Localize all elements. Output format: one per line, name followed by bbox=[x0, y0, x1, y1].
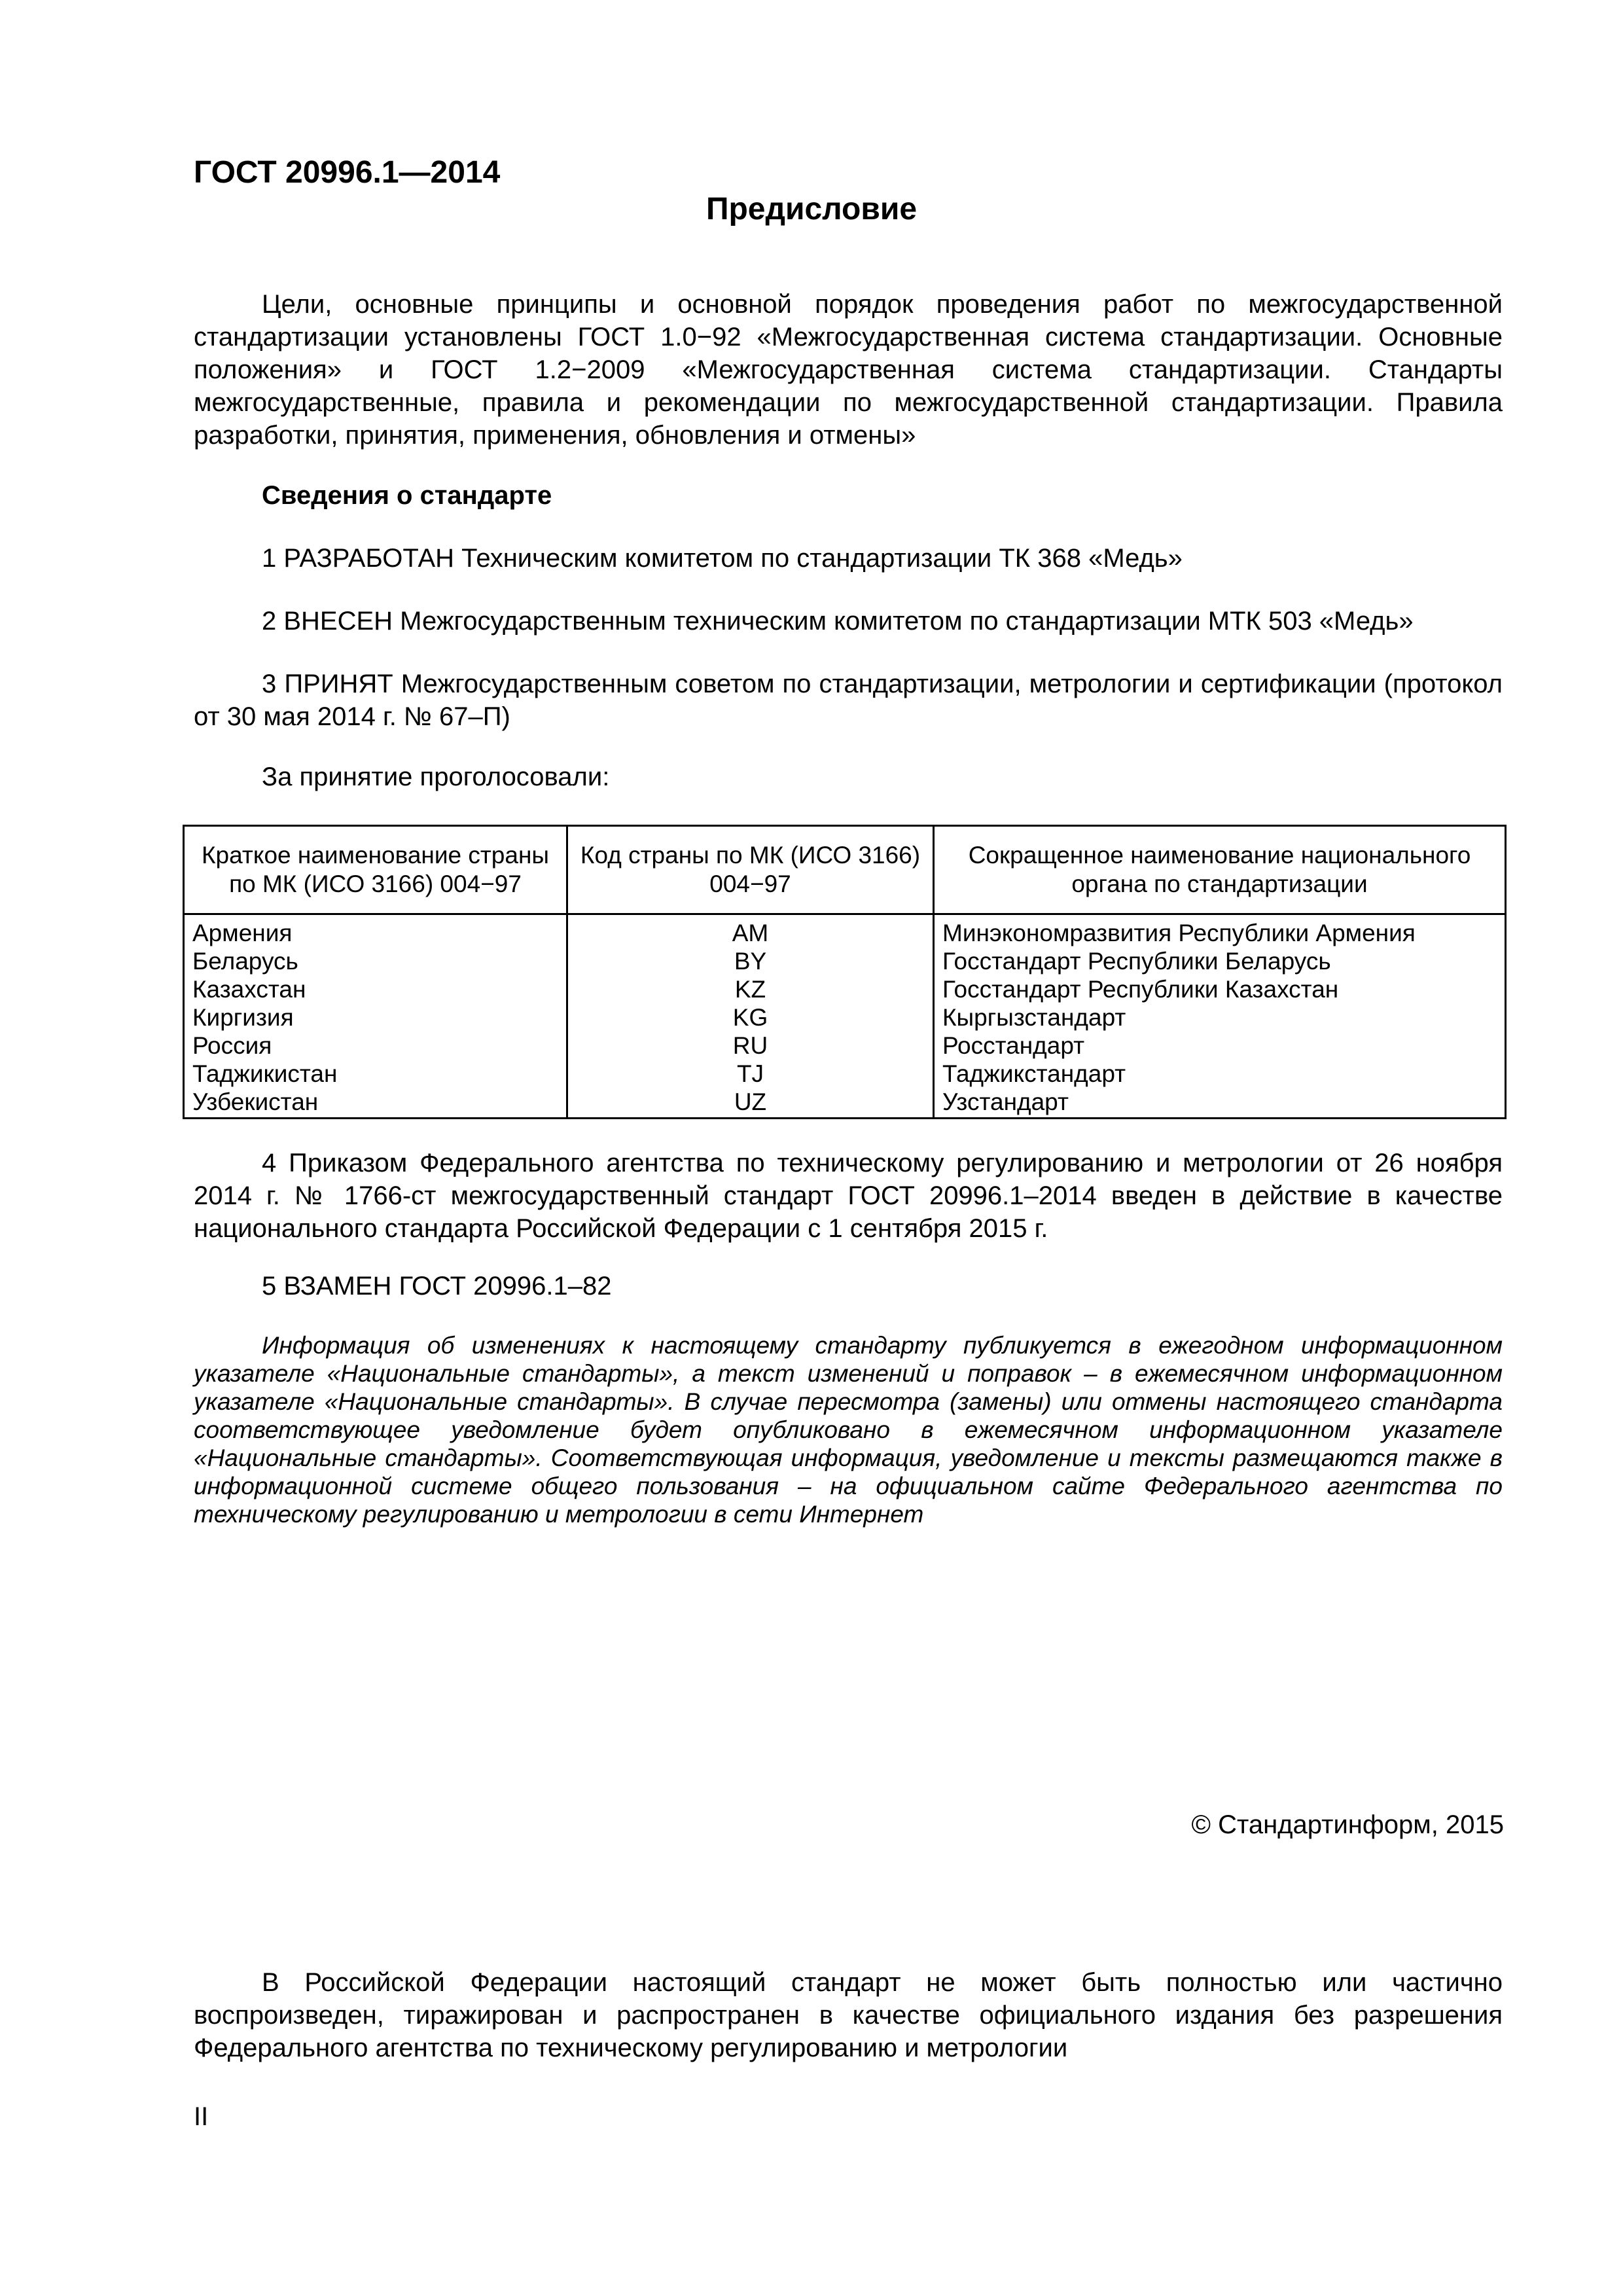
table-header-row bbox=[184, 826, 1506, 914]
country-name: Таджикистан bbox=[184, 1060, 567, 1088]
national-body: Кыргызстандарт bbox=[934, 1003, 1506, 1031]
header-country-name: Краткое наименование страны по МК (ИСО 3166) 004−97 bbox=[184, 826, 567, 914]
country-name: Армения bbox=[184, 914, 567, 948]
country-code: KZ bbox=[567, 975, 934, 1003]
country-code: BY bbox=[567, 947, 934, 975]
item-developed: 1 РАЗРАБОТАН Техническим комитетом по стандартизации ТК 368 «Медь» bbox=[262, 544, 1183, 573]
copyright-notice: © Стандартинформ, 2015 bbox=[1191, 1810, 1504, 1839]
intro-paragraph: Цели, основные принципы и основной порядок проведения работ по межгосударственной стандартизации установлены ГОСТ 1.0−92 «Межгосударственная система стандартизации. Основные положения» и ГОСТ 1.2−2009 «Межгосударственная система стандартизации. Стандарты межгосударственные, правила и рекомендации по межгосударственной стандартизации. Правила разработки, принятия, применения, обновления и отмены» bbox=[194, 290, 1503, 450]
document-code-header: ГОСТ 20996.1—2014 bbox=[194, 155, 501, 190]
country-code: KG bbox=[567, 1003, 934, 1031]
item-adopted: 3 ПРИНЯТ Межгосударственным советом по стандартизации, метрологии и сертификации (протокол от 30 мая 2014 г. № 67–П) bbox=[194, 670, 1503, 731]
country-code: AM bbox=[567, 914, 934, 948]
item-introduced: 2 ВНЕСЕН Межгосударственным техническим комитетом по стандартизации МТК 503 «Медь» bbox=[262, 607, 1414, 636]
table-row bbox=[184, 975, 1506, 1003]
country-code: UZ bbox=[567, 1088, 934, 1119]
table-row bbox=[184, 947, 1506, 975]
country-name: Казахстан bbox=[184, 975, 567, 1003]
national-body: Росстандарт bbox=[934, 1031, 1506, 1060]
national-body: Минэкономразвития Республики Армения bbox=[934, 914, 1506, 948]
info-heading: Сведения о стандарте bbox=[262, 481, 552, 510]
country-name: Узбекистан bbox=[184, 1088, 567, 1119]
country-name: Россия bbox=[184, 1031, 567, 1060]
page-title: Предисловие bbox=[705, 192, 918, 226]
table-row bbox=[184, 1060, 1506, 1088]
national-body: Госстандарт Республики Беларусь bbox=[934, 947, 1506, 975]
page-number: II bbox=[194, 2102, 209, 2131]
table-row bbox=[184, 1031, 1506, 1060]
national-body: Таджикстандарт bbox=[934, 1060, 1506, 1088]
item-order: 4 Приказом Федерального агентства по техническому регулированию и метрологии от 26 ноября 2014 г. № 1766-ст межгосударственный стандарт ГОСТ 20996.1–2014 введен в действие в качестве национального стандарта Российской Федерации с 1 сентября 2015 г. bbox=[194, 1149, 1503, 1243]
header-country-code: Код страны по МК (ИСО 3166) 004−97 bbox=[567, 826, 934, 914]
country-name: Беларусь bbox=[184, 947, 567, 975]
item-replaces: 5 ВЗАМЕН ГОСТ 20996.1–82 bbox=[262, 1272, 612, 1300]
national-body: Госстандарт Республики Казахстан bbox=[934, 975, 1506, 1003]
reproduction-notice: В Российской Федерации настоящий стандарт не может быть полностью или частично воспроизведен, тиражирован и распространен в качестве официального издания без разрешения Федерального агентства по техническому регулированию и метрологии bbox=[194, 1968, 1503, 2062]
header-national-body: Сокращенное наименование национального органа по стандартизации bbox=[934, 826, 1506, 914]
national-body: Узстандарт bbox=[934, 1088, 1506, 1119]
table-row bbox=[184, 1088, 1506, 1119]
country-name: Киргизия bbox=[184, 1003, 567, 1031]
voted-label: За принятие проголосовали: bbox=[262, 762, 610, 791]
info-note: Информация об изменениях к настоящему стандарту публикуется в ежегодном информационном указателе «Национальные стандарты», а текст изменений и поправок – в ежемесячном информационном указателе «Национальные стандарты». В случае пересмотра (замены) или отмены настоящего стандарта соответствующее уведомление будет опубликовано в ежемесячном информационном указателе «Национальные стандарты». Соответствующая информация, уведомление и тексты размещаются также в информационной системе общего пользования – на официальном сайте Федерального агентства по техническому регулированию и метрологии в сети Интернет bbox=[194, 1332, 1503, 1528]
table-row bbox=[184, 914, 1506, 948]
voting-countries-table bbox=[183, 825, 1507, 1119]
table-row bbox=[184, 1003, 1506, 1031]
country-code: TJ bbox=[567, 1060, 934, 1088]
country-code: RU bbox=[567, 1031, 934, 1060]
